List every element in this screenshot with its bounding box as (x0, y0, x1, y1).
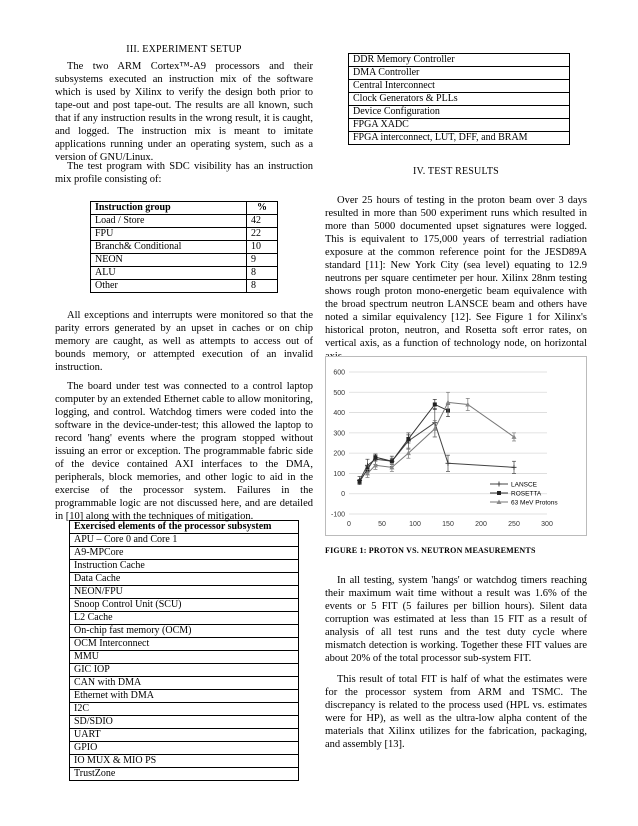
element-row (70, 703, 299, 716)
element-row (70, 573, 299, 586)
element-cell: Device Configuration (349, 106, 570, 119)
element-cell: Data Cache (70, 573, 299, 586)
y-tick-label: 500 (333, 389, 345, 397)
element-cell: Clock Generators & PLLs (349, 93, 570, 106)
element-row (70, 755, 299, 768)
element-row (349, 132, 570, 145)
data-point (406, 437, 410, 441)
figure-1-caption: FIGURE 1: PROTON VS. NEUTRON MEASUREMENTS (325, 546, 536, 555)
element-row (70, 534, 299, 547)
instruction-row (91, 267, 278, 280)
chart-svg (325, 356, 587, 536)
element-cell: APU – Core 0 and Core 1 (70, 534, 299, 547)
element-cell: GIC IOP (70, 664, 299, 677)
instruction-group-cell: Branch& Conditional (91, 241, 247, 254)
element-cell: L2 Cache (70, 612, 299, 625)
setup-paragraph-2: The test program with SDC visibility has an instruction mix profile consisting of: (55, 161, 313, 185)
legend-marker (497, 491, 501, 495)
x-tick-label: 150 (442, 521, 454, 528)
element-cell: SD/SDIO (70, 716, 299, 729)
instruction-group-cell: NEON (91, 254, 247, 267)
element-row (70, 612, 299, 625)
element-row (70, 651, 299, 664)
y-tick-label: 200 (333, 450, 345, 458)
elements-table-header (70, 521, 299, 534)
element-cell: Instruction Cache (70, 560, 299, 573)
instruction-row (91, 280, 278, 293)
element-row (70, 742, 299, 755)
element-row (70, 638, 299, 651)
x-tick-label: 200 (475, 521, 487, 528)
element-cell: Central Interconnect (349, 80, 570, 93)
legend-label: LANSCE (511, 481, 538, 489)
element-cell: Ethernet with DMA (70, 690, 299, 703)
instruction-row (91, 228, 278, 241)
element-cell: FPGA XADC (349, 119, 570, 132)
instruction-percent-cell: 42 (246, 215, 277, 228)
element-row (70, 729, 299, 742)
results-paragraph-3: This result of total FIT is half of what the estimates were for the processor system from ARM and TSMC. The discrepancy is related to the process used (HPL vs. estimates were for HP), as well as the ultra-low alpha content of the materials that Xilinx utilizes for the fabrication, packaging, and assembly [13]. (325, 674, 587, 750)
data-point (358, 480, 362, 484)
element-cell: OCM Interconnect (70, 638, 299, 651)
y-tick-label: 600 (333, 369, 345, 377)
instruction-percent-cell: 9 (246, 254, 277, 267)
instruction-percent-cell: 22 (246, 228, 277, 241)
y-tick-label: 300 (333, 430, 345, 438)
element-row (70, 547, 299, 560)
instruction-table-header (91, 202, 278, 215)
element-cell: A9-MPCore (70, 547, 299, 560)
x-tick-label: 100 (409, 521, 421, 528)
element-row (349, 93, 570, 106)
y-tick-label: 100 (333, 470, 345, 478)
instruction-mix-table (90, 201, 278, 293)
y-tick-label: 400 (333, 410, 345, 418)
element-cell: GPIO (70, 742, 299, 755)
element-row (349, 106, 570, 119)
x-tick-label: 300 (541, 521, 553, 528)
instruction-percent-cell: 8 (246, 267, 277, 280)
element-row (70, 768, 299, 781)
instruction-percent-cell: 10 (246, 241, 277, 254)
results-paragraph-1: Over 25 hours of testing in the proton beam over 3 days resulted in more than 500 experiment runs which resulted in more than 5000 documented upset signatures were logged. This is equivalent to 175,000 years of terrestrial radiation exposure at the common reference point for the JESD89A standard [11]: New York City (sea level) equating to 12.9 neutrons per square centimeter per hour. Xilinx 28nm testing shows rough proton mono-energetic beam equivalence with the broad spectrum neutron LANSCE beam and others have noted a similar equivalency [12]. See Figure 1 for Xilinx's historical proton, neutron, and Rosetta soft error rates, on vertical axis, as a function of technology node, on horizontal (325, 195, 587, 349)
exercised-elements-table-continued (348, 53, 570, 145)
element-cell: IO MUX & MIO PS (70, 755, 299, 768)
instruction-percent-cell: 8 (246, 280, 277, 293)
element-cell: TrustZone (70, 768, 299, 781)
element-cell: On-chip fast memory (OCM) (70, 625, 299, 638)
legend-label: ROSETTA (511, 490, 542, 498)
x-tick-label: 50 (378, 521, 386, 528)
element-row (70, 586, 299, 599)
element-cell: UART (70, 729, 299, 742)
instruction-row (91, 215, 278, 228)
element-row (70, 716, 299, 729)
element-cell: FPGA interconnect, LUT, DFF, and BRAM (349, 132, 570, 145)
element-row (349, 54, 570, 67)
element-cell: DMA Controller (349, 67, 570, 80)
data-point (390, 459, 394, 463)
element-row (70, 690, 299, 703)
section-heading-experiment-setup: III. EXPERIMENT SETUP (126, 44, 242, 55)
figure-1-chart (325, 356, 587, 536)
element-row (349, 119, 570, 132)
element-cell: CAN with DMA (70, 677, 299, 690)
element-row (70, 625, 299, 638)
element-cell: Snoop Control Unit (SCU) (70, 599, 299, 612)
instruction-group-cell: Other (91, 280, 247, 293)
element-cell: I2C (70, 703, 299, 716)
chart-border (326, 357, 587, 536)
instruction-row (91, 241, 278, 254)
element-cell: DDR Memory Controller (349, 54, 570, 67)
instruction-group-cell: ALU (91, 267, 247, 280)
data-point (373, 455, 377, 459)
element-cell: NEON/FPU (70, 586, 299, 599)
element-cell: MMU (70, 651, 299, 664)
element-row (349, 80, 570, 93)
setup-paragraph-3: All exceptions and interrupts were monitored so that the parity errors generated by an upset in caches or on chip memory are caught, as well as attempts to access out of bounds memory, or attempted execution of an invalid instruction. (55, 310, 313, 373)
header-exercised-elements: Exercised elements of the processor subsystem (70, 521, 299, 534)
y-tick-label: -100 (330, 511, 345, 519)
instruction-group-cell: Load / Store (91, 215, 247, 228)
exercised-elements-table (69, 520, 299, 781)
data-point (433, 402, 437, 406)
setup-paragraph-4: The board under test was connected to a control laptop computer by an extended Ethernet cable to allow monitoring, logging, and control. Watchdog timers were coded into the software in the device-under-test; this allowed the laptop to record 'hang' events where the program stopped without issuing an error or exception. The programmable fabric side of the device contained AXI interfaces to the DMA, peripherals, block memories, and other logic to aid in the exercise of the processor system. Failures in the programmable logic are not discussed here, and are detailed in [10] along with the techniques of mitigation. (55, 381, 313, 522)
legend-label: 63 MeV Protons (511, 499, 558, 507)
instruction-row (91, 254, 278, 267)
x-tick-label: 250 (508, 521, 520, 528)
element-row (70, 664, 299, 677)
element-row (70, 560, 299, 573)
element-row (70, 599, 299, 612)
element-row (349, 67, 570, 80)
header-instruction-group: Instruction group (91, 202, 247, 215)
x-tick-label: 0 (347, 521, 351, 528)
y-tick-label: 0 (341, 491, 345, 499)
header-percent: % (246, 202, 277, 215)
element-row (70, 677, 299, 690)
instruction-group-cell: FPU (91, 228, 247, 241)
section-heading-test-results: IV. TEST RESULTS (413, 166, 499, 177)
setup-paragraph-1: The two ARM Cortex™-A9 processors and their subsystems executed an instruction mix of the software which is used by Xilinx to verify the design both prior to tape-out and post tape-out. The results are all known, such that if any instruction results in the wrong result, it is caught, and logged. The instruction mix is meant to imitate applications running under an operating system, such as a version of GNU/Linux. (55, 61, 313, 163)
results-paragraph-2: In all testing, system 'hangs' or watchdog timers reaching their maximum wait time without a result was 1.6% of the events or 5 FIT (5 failures per billion hours). Silent data corruption was estimated at less than 15 FIT as a result of analysis of all test runs and the test duty cycle where mismatch detection is working. Together these FIT values are about 20% of the total processor sub-system FIT. (325, 575, 587, 664)
